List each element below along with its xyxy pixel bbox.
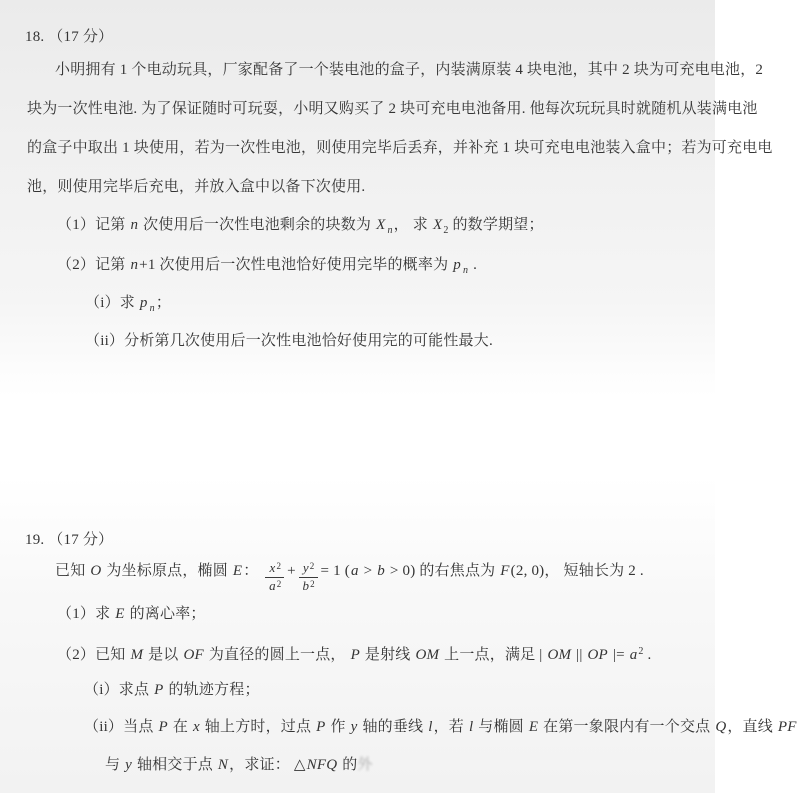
problem-19-intro-formula-line: 已知 O 为坐标原点，椭圆 E： $\frac{x^2}{a^2}$ + $\frac{y^2}{b^2}$ = 1 (a > b > 0) 的右焦点为 F(2, 0)， 短轴长为 2 . [55, 560, 644, 593]
problem-18-question-2: （2）记第 n+1 次使用后一次性电池恰好使用完毕的概率为 p $_n$ . [57, 257, 478, 276]
problem-18-heading: 18. （17 分） [25, 29, 114, 45]
problem-18-subquestion-i: （i）求 p $_n$； [85, 295, 172, 314]
problem-18-statement-line-2: 块为一次性电池. 为了保证随时可玩耍，小明又购买了 2 块可充电电池备用. 他每次玩玩具时就随机从装满电池 [27, 101, 758, 117]
problem-19-heading: 19. （17 分） [25, 532, 114, 548]
problem-19-subquestion-i: （i）求点 P 的轨迹方程； [84, 682, 260, 698]
problem-18-question-1: （1）记第 n 次使用后一次性电池剩余的块数为 X $_n$， 求 $X_2$ 的数学期望； [57, 217, 544, 236]
problem-18-statement-line-3: 的盒子中取出 1 块使用，若为一次性电池，则使用完毕后丢弃，并补充 1 块可充电电池装入盒中；若为可充电电 [27, 140, 773, 156]
problem-18-statement-line-1: 小明拥有 1 个电动玩具，厂家配备了一个装电池的盒子，内装满原装 4 块电池，其中 2 块为可充电电池，2 [55, 62, 764, 78]
problem-18-statement-line-4: 池，则使用完毕后充电，并放入盒中以备下次使用. [27, 179, 366, 195]
problem-19-subquestion-ii-line-2: 与 y 轴相交于点 N，求证： △NFQ 的外 [105, 757, 373, 773]
problem-19-question-2: （2）已知 M 是以 OF 为直径的圆上一点， P 是射线 OM 上一点，满足 | OM || OP |= $a^2$ . [57, 646, 652, 663]
problem-19-question-1: （1）求 E 的离心率； [57, 606, 206, 622]
problem-19-subquestion-ii-line-1: （ii）当点 P 在 x 轴上方时，过点 P 作 y 轴的垂线 l，若 l 与椭圆 E 在第一象限内有一个交点 Q，直线 PF [84, 719, 797, 735]
problem-18-subquestion-ii: （ii）分析第几次使用后一次性电池恰好使用完的可能性最大. [85, 333, 493, 349]
